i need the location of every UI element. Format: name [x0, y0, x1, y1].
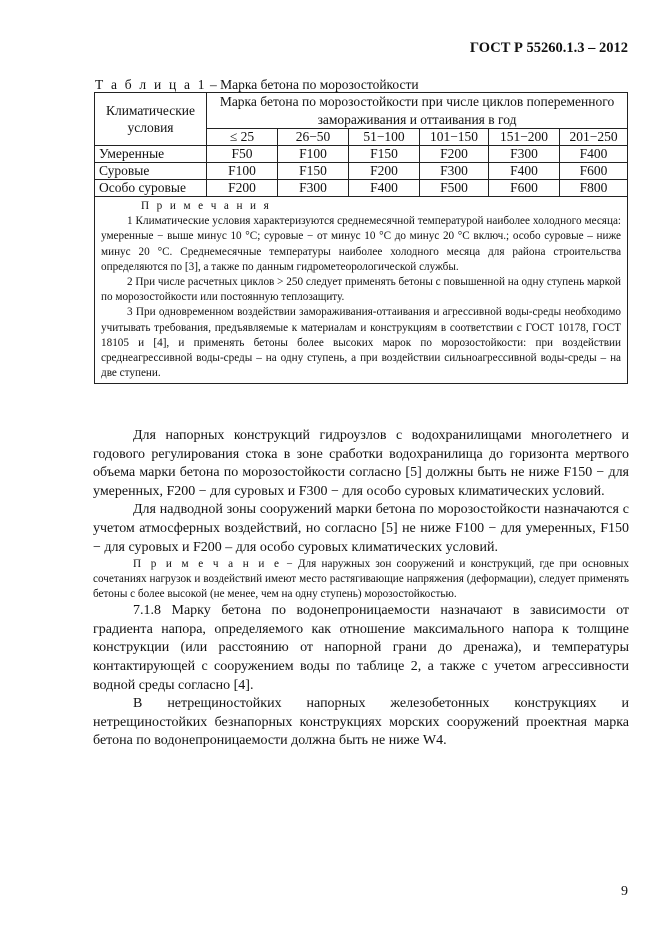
header-frost-grade: Марка бетона по морозостойкости при числе циклов попеременного замораживания и оттаивания в год	[207, 93, 628, 129]
table-caption	[95, 77, 419, 93]
table-cell: F500	[420, 180, 489, 197]
header-climatic-conditions: Климатические условия	[95, 93, 207, 146]
table-header-row	[95, 93, 628, 129]
document-header: ГОСТ Р 55260.1.3 – 2012	[469, 40, 628, 56]
page-number: 9	[621, 884, 628, 899]
table-row	[95, 180, 628, 197]
table-cell: F400	[560, 146, 628, 163]
table-cell: F150	[349, 146, 420, 163]
cycles-column-header: 101−150	[420, 129, 489, 146]
table-cell: F600	[489, 180, 560, 197]
cycles-column-header: 151−200	[489, 129, 560, 146]
table-row	[95, 163, 628, 180]
table-caption-text: – Марка бетона по морозостойкости	[206, 77, 419, 92]
table-cell: F100	[278, 146, 349, 163]
table-cell: F800	[560, 180, 628, 197]
table-cell: F400	[489, 163, 560, 180]
body-note-text: − Для наружных зон сооружений и конструкций, где при основных сочетаниях нагрузок и воздействий имеют место растягивающие напряжения (деформации), следует применять бетоны с более высокой (не менее, чем на одну ступень) морозостойкостью.	[93, 558, 629, 601]
cycles-column-header: 51−100	[349, 129, 420, 146]
table-cell: F300	[489, 146, 560, 163]
table-caption-prefix: Т а б л и ц а 1	[95, 77, 207, 92]
table-notes-row	[95, 197, 628, 384]
body-paragraph: Для надводной зоны сооружений марки бетона по морозостойкости назначаются с учетом атмосферных воздействий, но согласно [5] не ниже F100 − для умеренных, F150 − для суровых и F200 – для особо суровых климатических условий.	[93, 502, 629, 555]
table-cell: F200	[349, 163, 420, 180]
body-note	[93, 557, 629, 602]
table-cell: F400	[349, 180, 420, 197]
body-paragraph: В нетрещиностойких напорных железобетонных конструкциях и нетрещиностойких безнапорных конструкциях морских сооружений проектная марка бетона по водонепроницаемости должна быть не ниже W4.	[93, 696, 629, 749]
table-note: 1 Климатические условия характеризуются среднемесячной температурой наиболее холодного месяца: умеренные − выше минус 10 °С; суровые − от минус 10 °С до минус 20 °С включ.; особо суровые – ниже минус 20 °С. Среднемесячные температуры наиболее холодного месяца для района строительства определяются по [3], а также по данным гидрометеорологической службы.	[101, 215, 622, 273]
row-condition: Суровые	[95, 163, 207, 180]
table-note: 3 При одновременном воздействии замораживания-оттаивания и агрессивной воды-среды необходимо учитывать требования, предъявляемые к материалам и конструкциям в соответствии с ГОСТ 10178, ГОСТ 18105 и [4], и применять бетоны более высоких марок по морозостойкости: при воздействии среднеагрессивной воды-среды – на одну ступень, а при воздействии сильноагрессивной воды-среды – на две ступени.	[101, 306, 622, 380]
body-paragraph: Для напорных конструкций гидроузлов с водохранилищами многолетнего и годового регулирования стока в зоне сработки водохранилища до горизонта мертвого объема марки бетона по морозостойкости согласно [5] должны быть не ниже F150 − для умеренных, F200 − для суровых и F300 − для особо суровых климатических условий.	[93, 428, 629, 499]
table-cell: F300	[278, 180, 349, 197]
table-notes	[95, 197, 628, 384]
table-cell: F300	[420, 163, 489, 180]
row-condition: Умеренные	[95, 146, 207, 163]
table-cell: F50	[207, 146, 278, 163]
table-note: 2 При числе расчетных циклов > 250 следует применять бетоны с повышенной на одну ступень маркой по морозостойкости или постоянную теплозащиту.	[101, 276, 622, 304]
body-paragraph: 7.1.8 Марку бетона по водонепроницаемости назначают в зависимости от градиента напора, определяемого как отношение максимального напора к толщине конструкции (или расстоянию от напорной грани до дренажа), и температуры контактирующей с сооружением воды по таблице 2, а также с учетом агрессивности водной среды согласно [4].	[93, 603, 629, 693]
row-condition: Особо суровые	[95, 180, 207, 197]
notes-title: П р и м е ч а н и я	[141, 200, 272, 212]
table-cell: F200	[420, 146, 489, 163]
table-cell: F200	[207, 180, 278, 197]
body-text	[93, 427, 629, 751]
cycles-column-header: 26−50	[278, 129, 349, 146]
table-cell: F150	[278, 163, 349, 180]
table-row	[95, 146, 628, 163]
cycles-column-header: ≤ 25	[207, 129, 278, 146]
table-cell: F600	[560, 163, 628, 180]
frost-resistance-table	[94, 92, 628, 384]
table-cell: F100	[207, 163, 278, 180]
body-note-prefix: П р и м е ч а н и е	[133, 558, 282, 571]
cycles-column-header: 201−250	[560, 129, 628, 146]
